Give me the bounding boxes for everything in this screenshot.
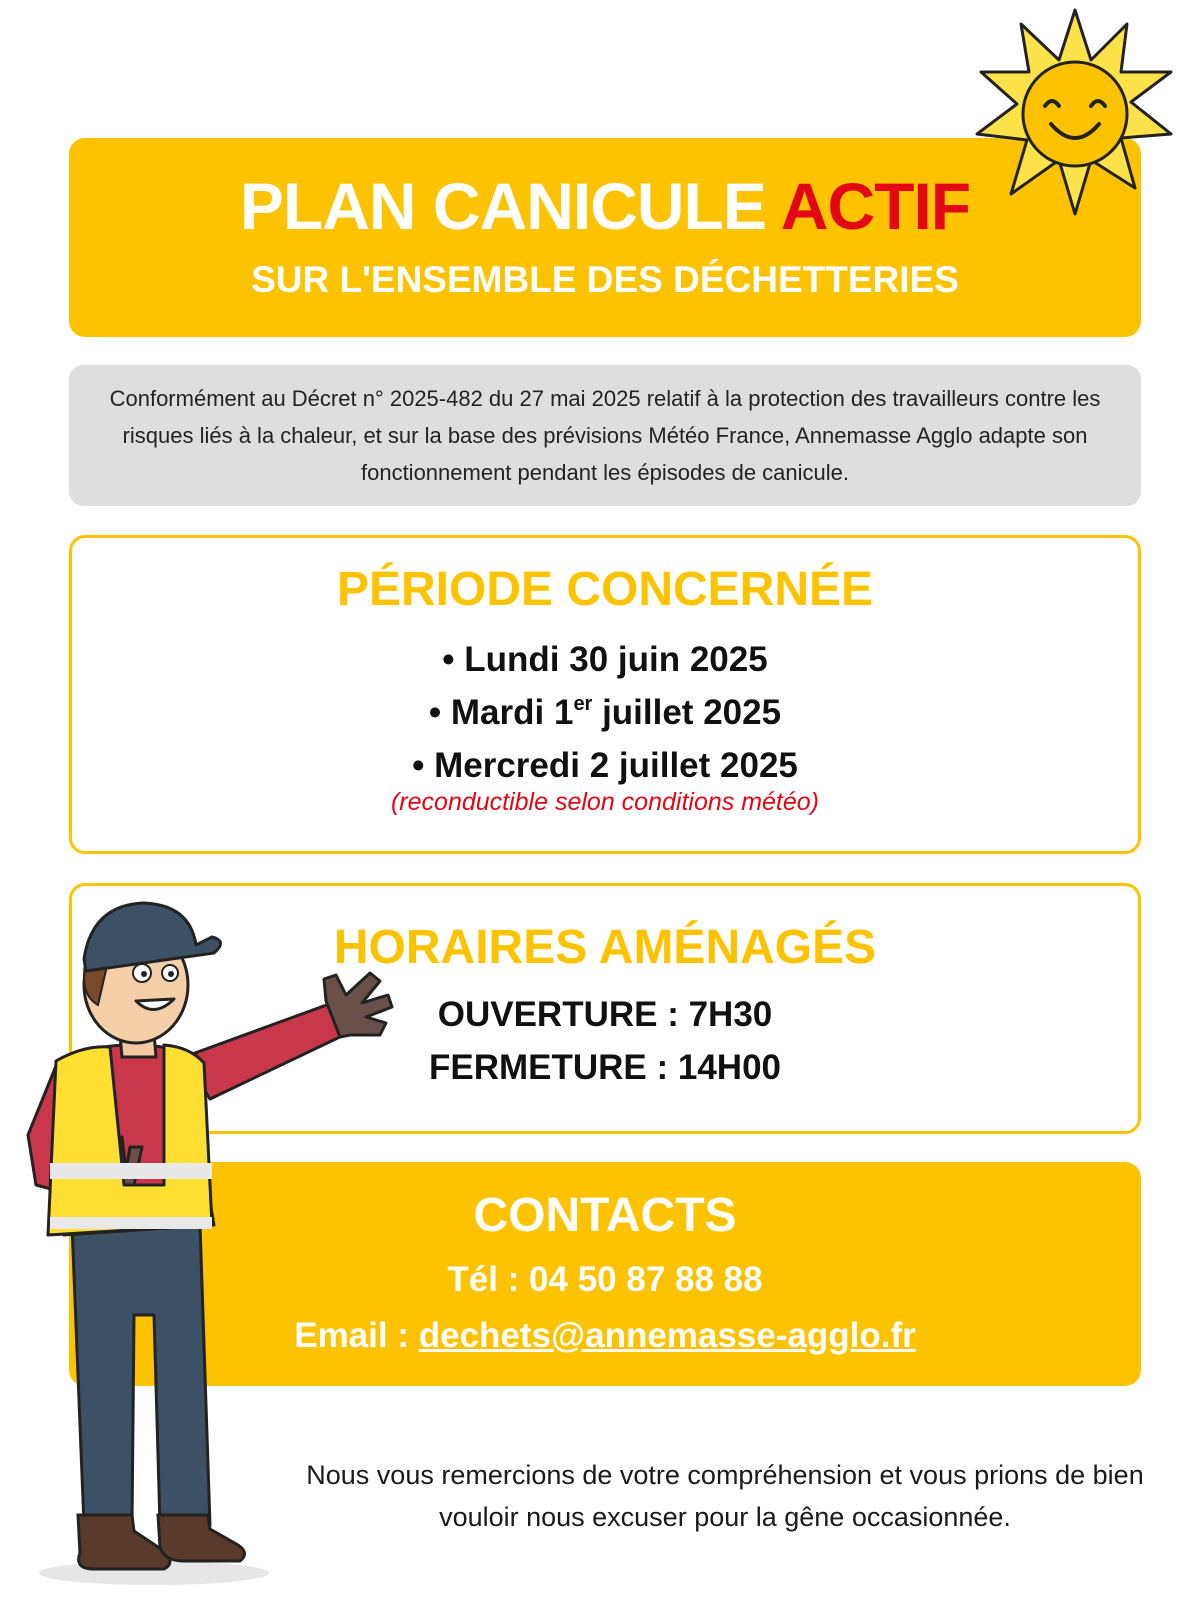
- periode-section: [69, 535, 1141, 854]
- contacts-title: CONTACTS: [473, 1189, 737, 1242]
- contact-phone: Tél : 04 50 87 88 88: [447, 1260, 763, 1299]
- email-link[interactable]: dechets@annemasse-agglo.fr: [418, 1316, 916, 1355]
- page-subtitle: SUR L'ENSEMBLE DES DÉCHETTERIES: [251, 259, 959, 300]
- date-item: • Lundi 30 juin 2025: [442, 640, 768, 679]
- title-accent: ACTIF: [780, 169, 971, 243]
- thanks-message: Nous vous remercions de votre compréhension et vous prions de bien vouloir nous excuser pour la gêne occasionnée.: [306, 1460, 1144, 1532]
- periode-title: PÉRIODE CONCERNÉE: [336, 563, 874, 616]
- opening-time: OUVERTURE : 7H30: [437, 995, 773, 1034]
- horaires-title: HORAIRES AMÉNAGÉS: [333, 921, 877, 974]
- date-item: • Mercredi 2 juillet 2025: [412, 746, 798, 785]
- date-item: • Mardi 1er juillet 2025: [428, 693, 782, 732]
- smiling-sun-icon: [975, 2, 1175, 222]
- closing-time: FERMETURE : 14H00: [428, 1048, 782, 1087]
- title-main: PLAN CANICULE: [239, 169, 781, 243]
- email-label: Email :: [294, 1316, 419, 1355]
- periode-note: (reconductible selon conditions météo): [390, 788, 819, 816]
- intro-text: Conformément au Décret n° 2025-482 du 27 mai 2025 relatif à la protection des travailleurs contre les risques liés à la chaleur, et sur la base des prévisions Météo France, Annemasse Agglo adapte son fonctionnement pendant les épisodes de canicule.: [69, 365, 1141, 506]
